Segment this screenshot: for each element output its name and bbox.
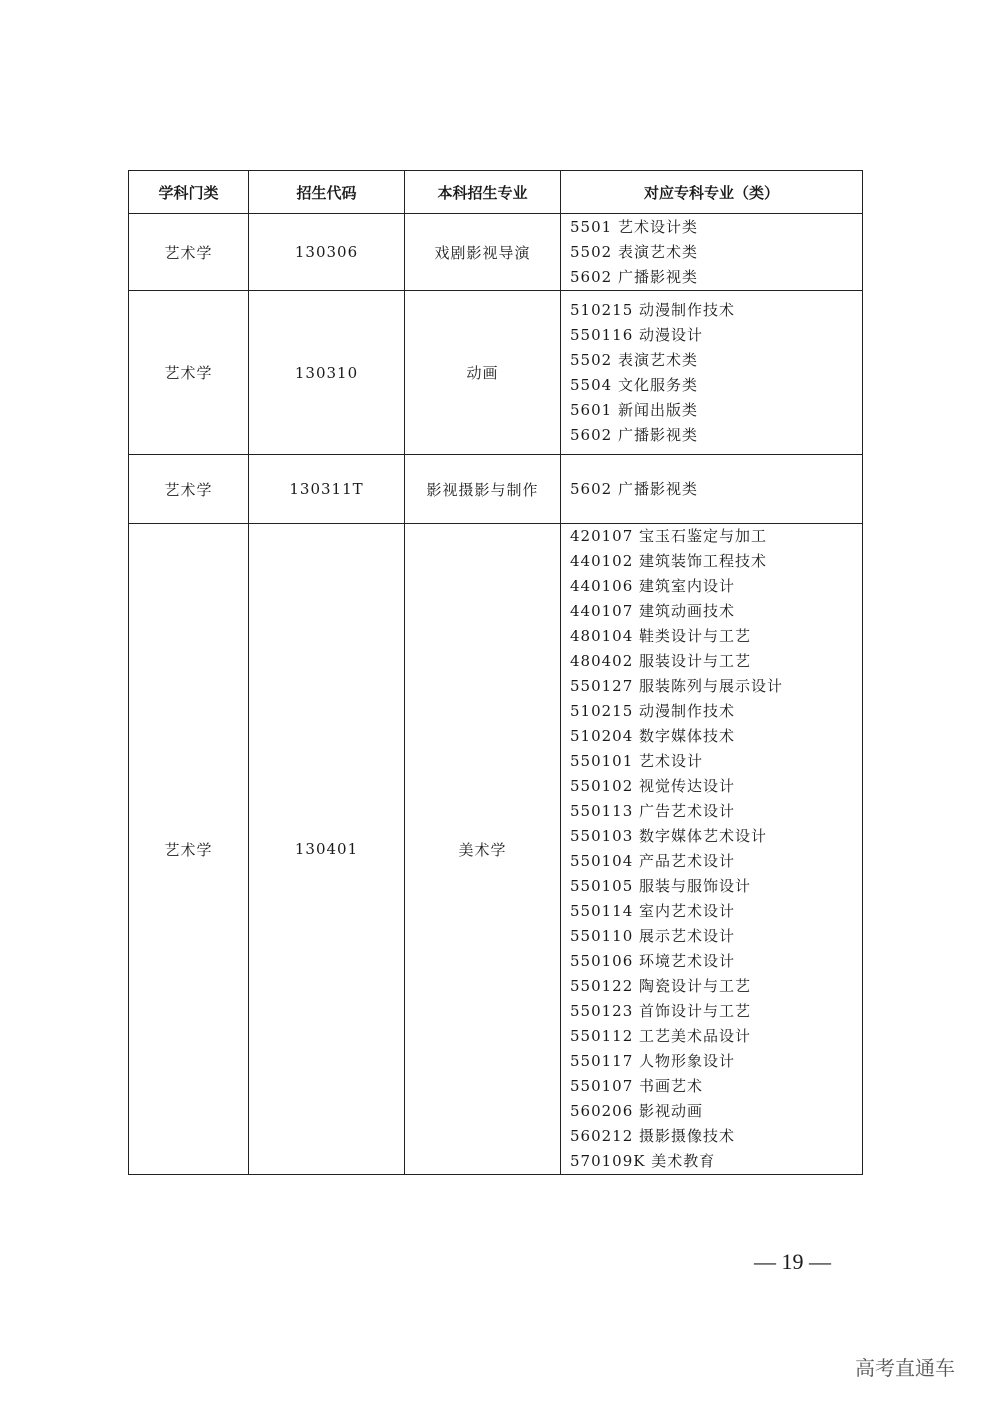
- vocational-major-item: 5502 表演艺术类: [570, 242, 698, 261]
- vocational-major-item: 550123 首饰设计与工艺: [570, 1002, 752, 1020]
- code-cell: 130401: [249, 524, 405, 1175]
- vocational-major-item: 560212 摄影摄像技术: [570, 1127, 736, 1145]
- page-number: — 19 —: [754, 1249, 831, 1274]
- vocational-major-item: 570109K 美术教育: [570, 1152, 716, 1170]
- vocational-major-item: 550104 产品艺术设计: [570, 852, 736, 870]
- vocational-major-item: 480402 服装设计与工艺: [570, 652, 752, 670]
- vocational-major-item: 550122 陶瓷设计与工艺: [570, 977, 752, 995]
- major-cell: 美术学: [405, 524, 561, 1175]
- vocational-major-item: 5501 艺术设计类: [570, 217, 698, 236]
- vocational-majors-cell: [561, 455, 863, 524]
- vocational-major-item: 440107 建筑动画技术: [570, 602, 736, 620]
- major-cell: 动画: [405, 291, 561, 455]
- vocational-major-item: 550127 服装陈列与展示设计: [570, 677, 784, 695]
- category-cell: 艺术学: [129, 214, 249, 291]
- code-cell: 130310: [249, 291, 405, 455]
- category-cell: 艺术学: [129, 291, 249, 455]
- vocational-majors-cell: [561, 291, 863, 455]
- vocational-major-item: 480104 鞋类设计与工艺: [570, 627, 752, 645]
- header-code: 招生代码: [249, 171, 405, 214]
- vocational-major-item: 510215 动漫制作技术: [570, 300, 736, 319]
- vocational-major-item: 440102 建筑装饰工程技术: [570, 552, 768, 570]
- vocational-major-item: 5504 文化服务类: [570, 375, 698, 394]
- vocational-major-item: 510204 数字媒体技术: [570, 727, 736, 745]
- header-major: 本科招生专业: [405, 171, 561, 214]
- vocational-major-item: 550103 数字媒体艺术设计: [570, 827, 768, 845]
- vocational-major-item: 550101 艺术设计: [570, 752, 704, 770]
- vocational-major-item: 510215 动漫制作技术: [570, 702, 736, 720]
- vocational-major-item: 550117 人物形象设计: [570, 1052, 736, 1070]
- majors-table: [128, 170, 863, 1175]
- major-cell: 戏剧影视导演: [405, 214, 561, 291]
- table-row: [129, 291, 863, 455]
- vocational-major-item: 550113 广告艺术设计: [570, 802, 736, 820]
- table-row: [129, 455, 863, 524]
- category-cell: 艺术学: [129, 455, 249, 524]
- major-cell: 影视摄影与制作: [405, 455, 561, 524]
- vocational-majors-cell: [561, 214, 863, 291]
- vocational-major-item: 550112 工艺美术品设计: [570, 1027, 752, 1045]
- vocational-major-item: 550110 展示艺术设计: [570, 927, 736, 945]
- vocational-major-item: 550106 环境艺术设计: [570, 952, 736, 970]
- vocational-major-item: 560206 影视动画: [570, 1102, 704, 1120]
- vocational-major-item: 550107 书画艺术: [570, 1077, 704, 1095]
- table-row: [129, 524, 863, 1175]
- vocational-major-item: 5602 广播影视类: [570, 267, 698, 286]
- vocational-majors-cell: [561, 524, 863, 1175]
- vocational-major-item: 5601 新闻出版类: [570, 400, 698, 419]
- vocational-major-item: 550102 视觉传达设计: [570, 777, 736, 795]
- vocational-major-item: 5502 表演艺术类: [570, 350, 698, 369]
- vocational-major-item: 550116 动漫设计: [570, 325, 704, 344]
- vocational-major-item: 420107 宝玉石鉴定与加工: [570, 527, 768, 545]
- vocational-major-item: 5602 广播影视类: [570, 479, 698, 498]
- header-category: 学科门类: [129, 171, 249, 214]
- header-vocational-majors: 对应专科专业（类）: [561, 171, 863, 214]
- vocational-major-item: 550114 室内艺术设计: [570, 902, 736, 920]
- watermark: 高考直通车: [855, 1356, 955, 1380]
- table-header-row: [129, 171, 863, 214]
- table-body: [129, 214, 863, 1175]
- vocational-major-item: 440106 建筑室内设计: [570, 577, 736, 595]
- vocational-major-item: 550105 服装与服饰设计: [570, 877, 752, 895]
- code-cell: 130311T: [249, 455, 405, 524]
- table-row: [129, 214, 863, 291]
- category-cell: 艺术学: [129, 524, 249, 1175]
- vocational-major-item: 5602 广播影视类: [570, 425, 698, 444]
- code-cell: 130306: [249, 214, 405, 291]
